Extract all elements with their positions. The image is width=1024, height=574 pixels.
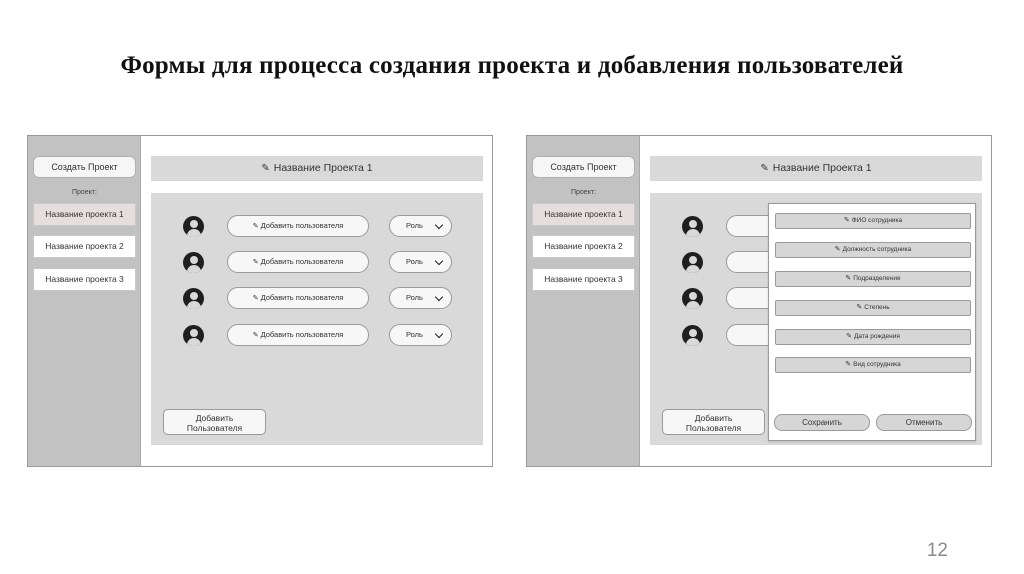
add-user-field[interactable]: ✎ Добавить пользователя bbox=[227, 215, 369, 237]
add-user-button[interactable]: Добавить Пользователя bbox=[163, 409, 266, 435]
user-row bbox=[151, 215, 483, 237]
role-dropdown[interactable]: Роль bbox=[389, 215, 452, 237]
birth-date-field[interactable]: ✎ Дата рождения bbox=[775, 329, 971, 345]
user-avatar-icon bbox=[183, 216, 204, 237]
create-project-button[interactable]: Создать Проект bbox=[33, 156, 136, 178]
department-field[interactable]: ✎ Подразделение bbox=[775, 271, 971, 287]
sidebar-item-project-3[interactable]: Название проекта 3 bbox=[532, 268, 635, 291]
save-button[interactable]: Сохранить bbox=[774, 414, 870, 431]
project-form-mockup bbox=[27, 135, 493, 467]
add-user-field[interactable]: ✎ Добавить пользователя bbox=[227, 251, 369, 273]
chevron-down-icon bbox=[435, 330, 443, 338]
sidebar-item-project-3[interactable]: Название проекта 3 bbox=[33, 268, 136, 291]
role-dropdown[interactable]: Роль bbox=[389, 324, 452, 346]
sidebar bbox=[28, 136, 141, 466]
add-user-form-mockup bbox=[526, 135, 992, 467]
project-label: Проект: bbox=[71, 189, 97, 196]
add-user-button[interactable]: Добавить Пользователя bbox=[662, 409, 765, 435]
chevron-down-icon bbox=[435, 221, 443, 229]
pencil-icon: ✎ bbox=[252, 332, 259, 339]
pencil-icon: ✎ bbox=[845, 361, 852, 368]
pencil-icon: ✎ bbox=[856, 304, 863, 311]
pencil-icon: ✎ bbox=[252, 259, 259, 266]
sidebar-item-project-1[interactable]: Название проекта 1 bbox=[33, 203, 136, 226]
degree-field[interactable]: ✎ Степень bbox=[775, 300, 971, 316]
user-avatar-icon bbox=[682, 216, 703, 237]
user-avatar-icon bbox=[183, 288, 204, 309]
pencil-icon: ✎ bbox=[760, 163, 769, 174]
pencil-icon: ✎ bbox=[252, 223, 259, 230]
role-dropdown[interactable]: Роль bbox=[389, 287, 452, 309]
page-number: 12 bbox=[926, 540, 948, 561]
create-project-button[interactable]: Создать Проект bbox=[532, 156, 635, 178]
chevron-down-icon bbox=[435, 293, 443, 301]
sidebar bbox=[527, 136, 640, 466]
chevron-down-icon bbox=[435, 257, 443, 265]
add-user-field[interactable]: ✎ Добавить пользователя bbox=[227, 287, 369, 309]
sidebar-item-project-1[interactable]: Название проекта 1 bbox=[532, 203, 635, 226]
user-avatar-icon bbox=[183, 252, 204, 273]
pencil-icon: ✎ bbox=[845, 275, 852, 282]
add-employee-modal bbox=[768, 203, 976, 441]
project-title-bar[interactable] bbox=[650, 156, 982, 181]
user-avatar-icon bbox=[183, 325, 204, 346]
pencil-icon: ✎ bbox=[252, 295, 259, 302]
users-panel bbox=[151, 193, 483, 445]
employee-name-field[interactable]: ✎ ФИО сотрудника bbox=[775, 213, 971, 229]
employee-type-field[interactable]: ✎ Вид сотрудника bbox=[775, 357, 971, 373]
pencil-icon: ✎ bbox=[843, 217, 850, 224]
role-dropdown[interactable]: Роль bbox=[389, 251, 452, 273]
pencil-icon: ✎ bbox=[834, 246, 841, 253]
pencil-icon: ✎ bbox=[261, 163, 270, 174]
user-avatar-icon bbox=[682, 252, 703, 273]
project-title-bar[interactable] bbox=[151, 156, 483, 181]
slide-title: Формы для процесса создания проекта и добавления пользователей bbox=[120, 52, 904, 79]
pencil-icon: ✎ bbox=[846, 333, 852, 340]
add-user-field[interactable]: ✎ Добавить пользователя bbox=[227, 324, 369, 346]
cancel-button[interactable]: Отменить bbox=[876, 414, 972, 431]
sidebar-item-project-2[interactable]: Название проекта 2 bbox=[33, 235, 136, 258]
project-label: Проект: bbox=[570, 189, 596, 196]
user-row bbox=[151, 287, 483, 309]
project-title: Название Проекта 1 bbox=[273, 162, 373, 174]
project-title: Название Проекта 1 bbox=[772, 162, 872, 174]
user-row bbox=[151, 324, 483, 346]
user-row bbox=[151, 251, 483, 273]
user-avatar-icon bbox=[682, 288, 703, 309]
user-avatar-icon bbox=[682, 325, 703, 346]
sidebar-item-project-2[interactable]: Название проекта 2 bbox=[532, 235, 635, 258]
employee-position-field[interactable]: ✎ Должность сотрудника bbox=[775, 242, 971, 258]
